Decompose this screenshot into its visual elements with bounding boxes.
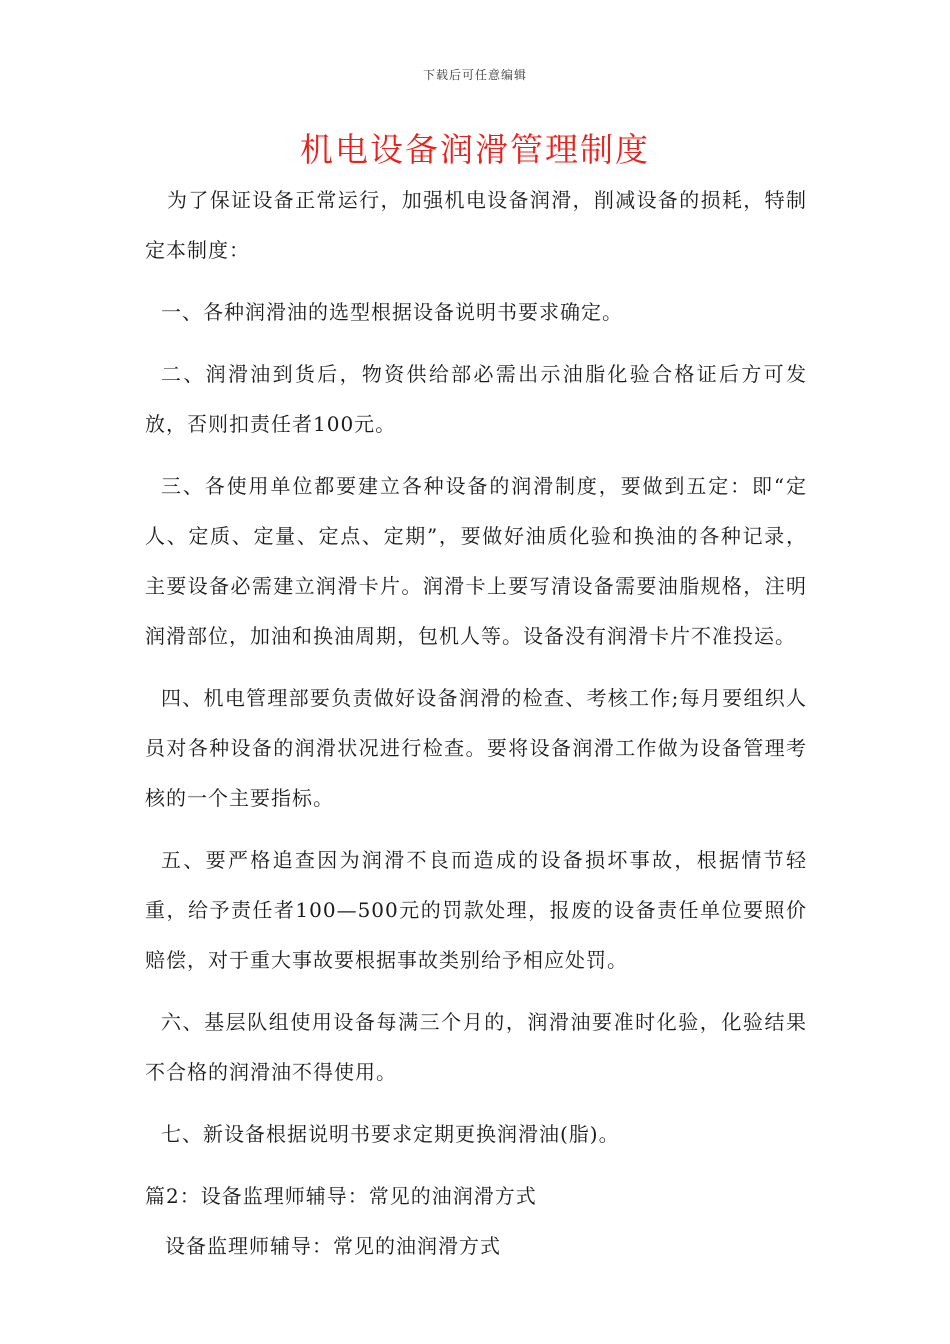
rule-item-1: 一、各种润滑油的选型根据设备说明书要求确定。 [161, 300, 623, 324]
document-title: 机电设备润滑管理制度 [300, 130, 650, 169]
intro-paragraph: 为了保证设备正常运行，加强机电设备润滑，削减设备的损耗，特制定本制度： [145, 188, 807, 262]
header-note: 下载后可任意编辑 [422, 68, 527, 82]
document-body [145, 175, 807, 1283]
rule-item-2: 二、润滑油到货后，物资供给部必需出示油脂化验合格证后方可发放，否则扣责任者100元。 [145, 362, 807, 436]
rule-item-5: 五、要严格追查因为润滑不良而造成的设备损坏事故，根据情节轻重，给予责任者100—500元的罚款处理，报废的设备责任单位要照价赔偿，对于重大事故要根据事故类别给予相应处罚。 [145, 848, 807, 972]
rule-item-3: 三、各使用单位都要建立各种设备的润滑制度，要做到五定：即“定人、定质、定量、定点、定期”，要做好油质化验和换油的各种记录，主要设备必需建立润滑卡片。润滑卡上要写清设备需要油脂规格，注明润滑部位，加油和换油周期，包机人等。设备没有润滑卡片不准投运。 [145, 474, 807, 648]
section-2-heading: 篇2：设备监理师辅导：常见的油润滑方式 [145, 1184, 537, 1208]
section-2-subtitle: 设备监理师辅导：常见的油润滑方式 [165, 1234, 501, 1258]
rule-item-7: 七、新设备根据说明书要求定期更换润滑油(脂)。 [161, 1122, 620, 1146]
rule-item-6: 六、基层队组使用设备每满三个月的，润滑油要准时化验，化验结果不合格的润滑油不得使用。 [145, 1010, 807, 1084]
rule-item-4: 四、机电管理部要负责做好设备润滑的检查、考核工作;每月要组织人员对各种设备的润滑状况进行检查。要将设备润滑工作做为设备管理考核的一个主要指标。 [145, 686, 807, 810]
